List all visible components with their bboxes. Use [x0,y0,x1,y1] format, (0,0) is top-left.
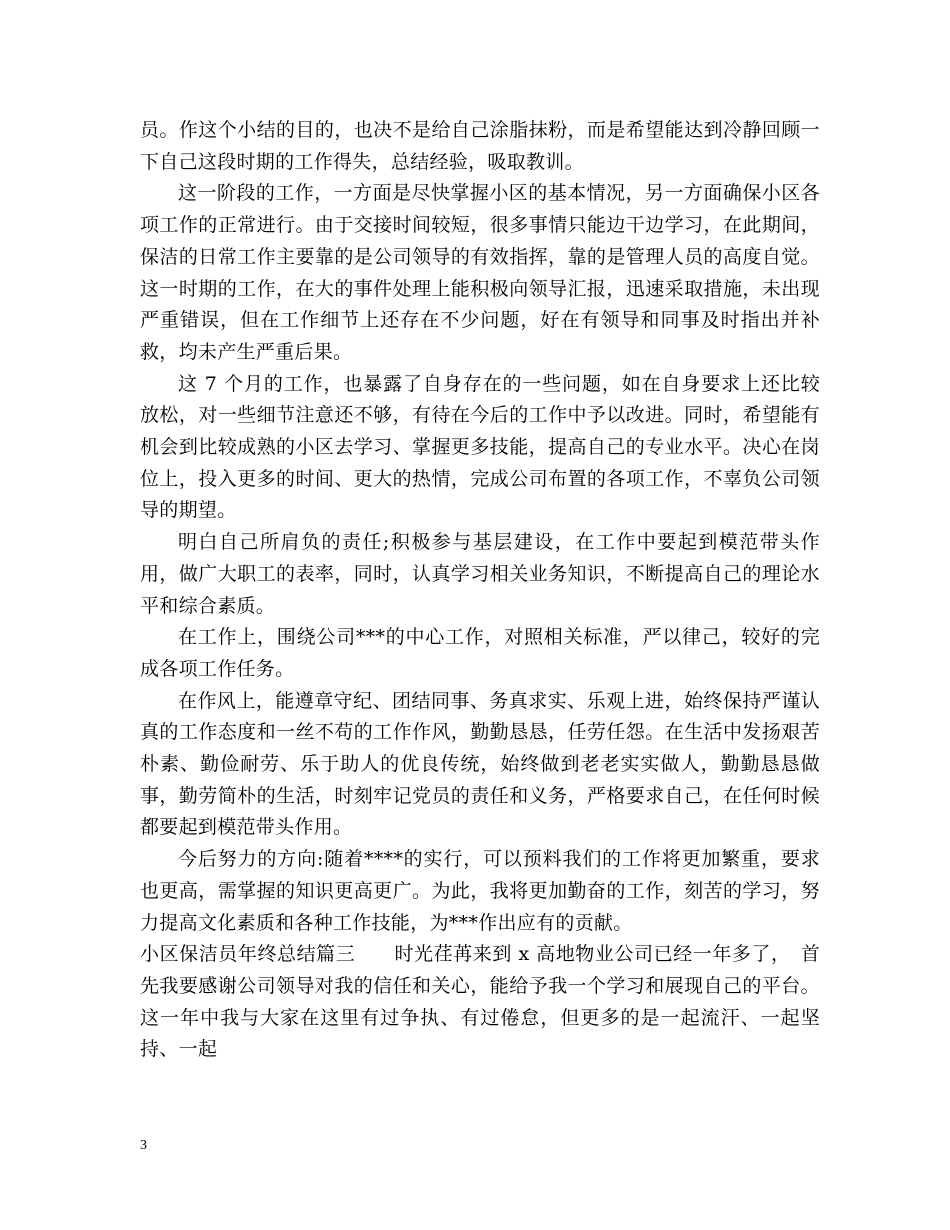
paragraph-4: 明白自己所肩负的责任;积极参与基层建设，在工作中要起到模范带头作用，做广大职工的表率，同时，认真学习相关业务知识，不断提高自己的理论水平和综合素质。 [140,531,820,617]
paragraph-2: 这一阶段的工作，一方面是尽快掌握小区的基本情况，另一方面确保小区各项工作的正常进行。由于交接时间较短，很多事情只能边干边学习，在此期间，保洁的日常工作主要靠的是公司领导的有效指挥，靠的是管理人员的高度自觉。这一时期的工作，在大的事件处理上能积极向领导汇报，迅速采取措施，未出现严重错误，但在工作细节上还存在不少问题，好在有领导和同事及时指出并补救，均未产生严重后果。 [140,182,820,363]
paragraph-3: 这 7 个月的工作，也暴露了自身存在的一些问题，如在自身要求上还比较放松，对一些细节注意还不够，有待在今后的工作中予以改进。同时，希望能有机会到比较成熟的小区去学习、掌握更多技能，提高自己的专业水平。决心在岗位上，投入更多的时间、更大的热情，完成公司布置的各项工作，不辜负公司领导的期望。 [140,372,820,522]
paragraph-5: 在工作上，围绕公司***的中心工作，对照相关标准，严以律己，较好的完成各项工作任务。 [140,626,820,680]
paragraph-7: 今后努力的方向:随着****的实行，可以预料我们的工作将更加繁重，要求也更高，需掌握的知识更高更广。为此，我将更加勤奋的工作，刻苦的学习，努力提高文化素质和各种工作技能，为***作出应有的贡献。 [140,848,820,934]
body-text [140,115,820,1066]
page-number: 3 [140,1138,147,1153]
paragraph-6: 在作风上，能遵章守纪、团结同事、务真求实、乐观上进，始终保持严谨认真的工作态度和一丝不苟的工作作风，勤勤恳恳，任劳任怨。在生活中发扬艰苦朴素、勤俭耐劳、乐于助人的优良传统，始终做到老老实实做人，勤勤恳恳做事，勤劳简朴的生活，时刻牢记党员的责任和义务，严格要求自己，在任何时候都要起到模范带头作用。 [140,689,820,839]
paragraph-8-section-heading: 小区保洁员年终总结篇三 时光荏苒来到 x 高地物业公司已经一年多了， 首先我要感谢公司领导对我的信任和关心，能给予我一个学习和展现自己的平台。这一年中我与大家在这里有过争执、有过倦怠，但更多的是一起流汗、一起坚持、一起 [140,943,820,1061]
paragraph-1: 员。作这个小结的目的，也决不是给自己涂脂抹粉，而是希望能达到冷静回顾一下自己这段时期的工作得失，总结经验，吸取教训。 [140,119,820,173]
